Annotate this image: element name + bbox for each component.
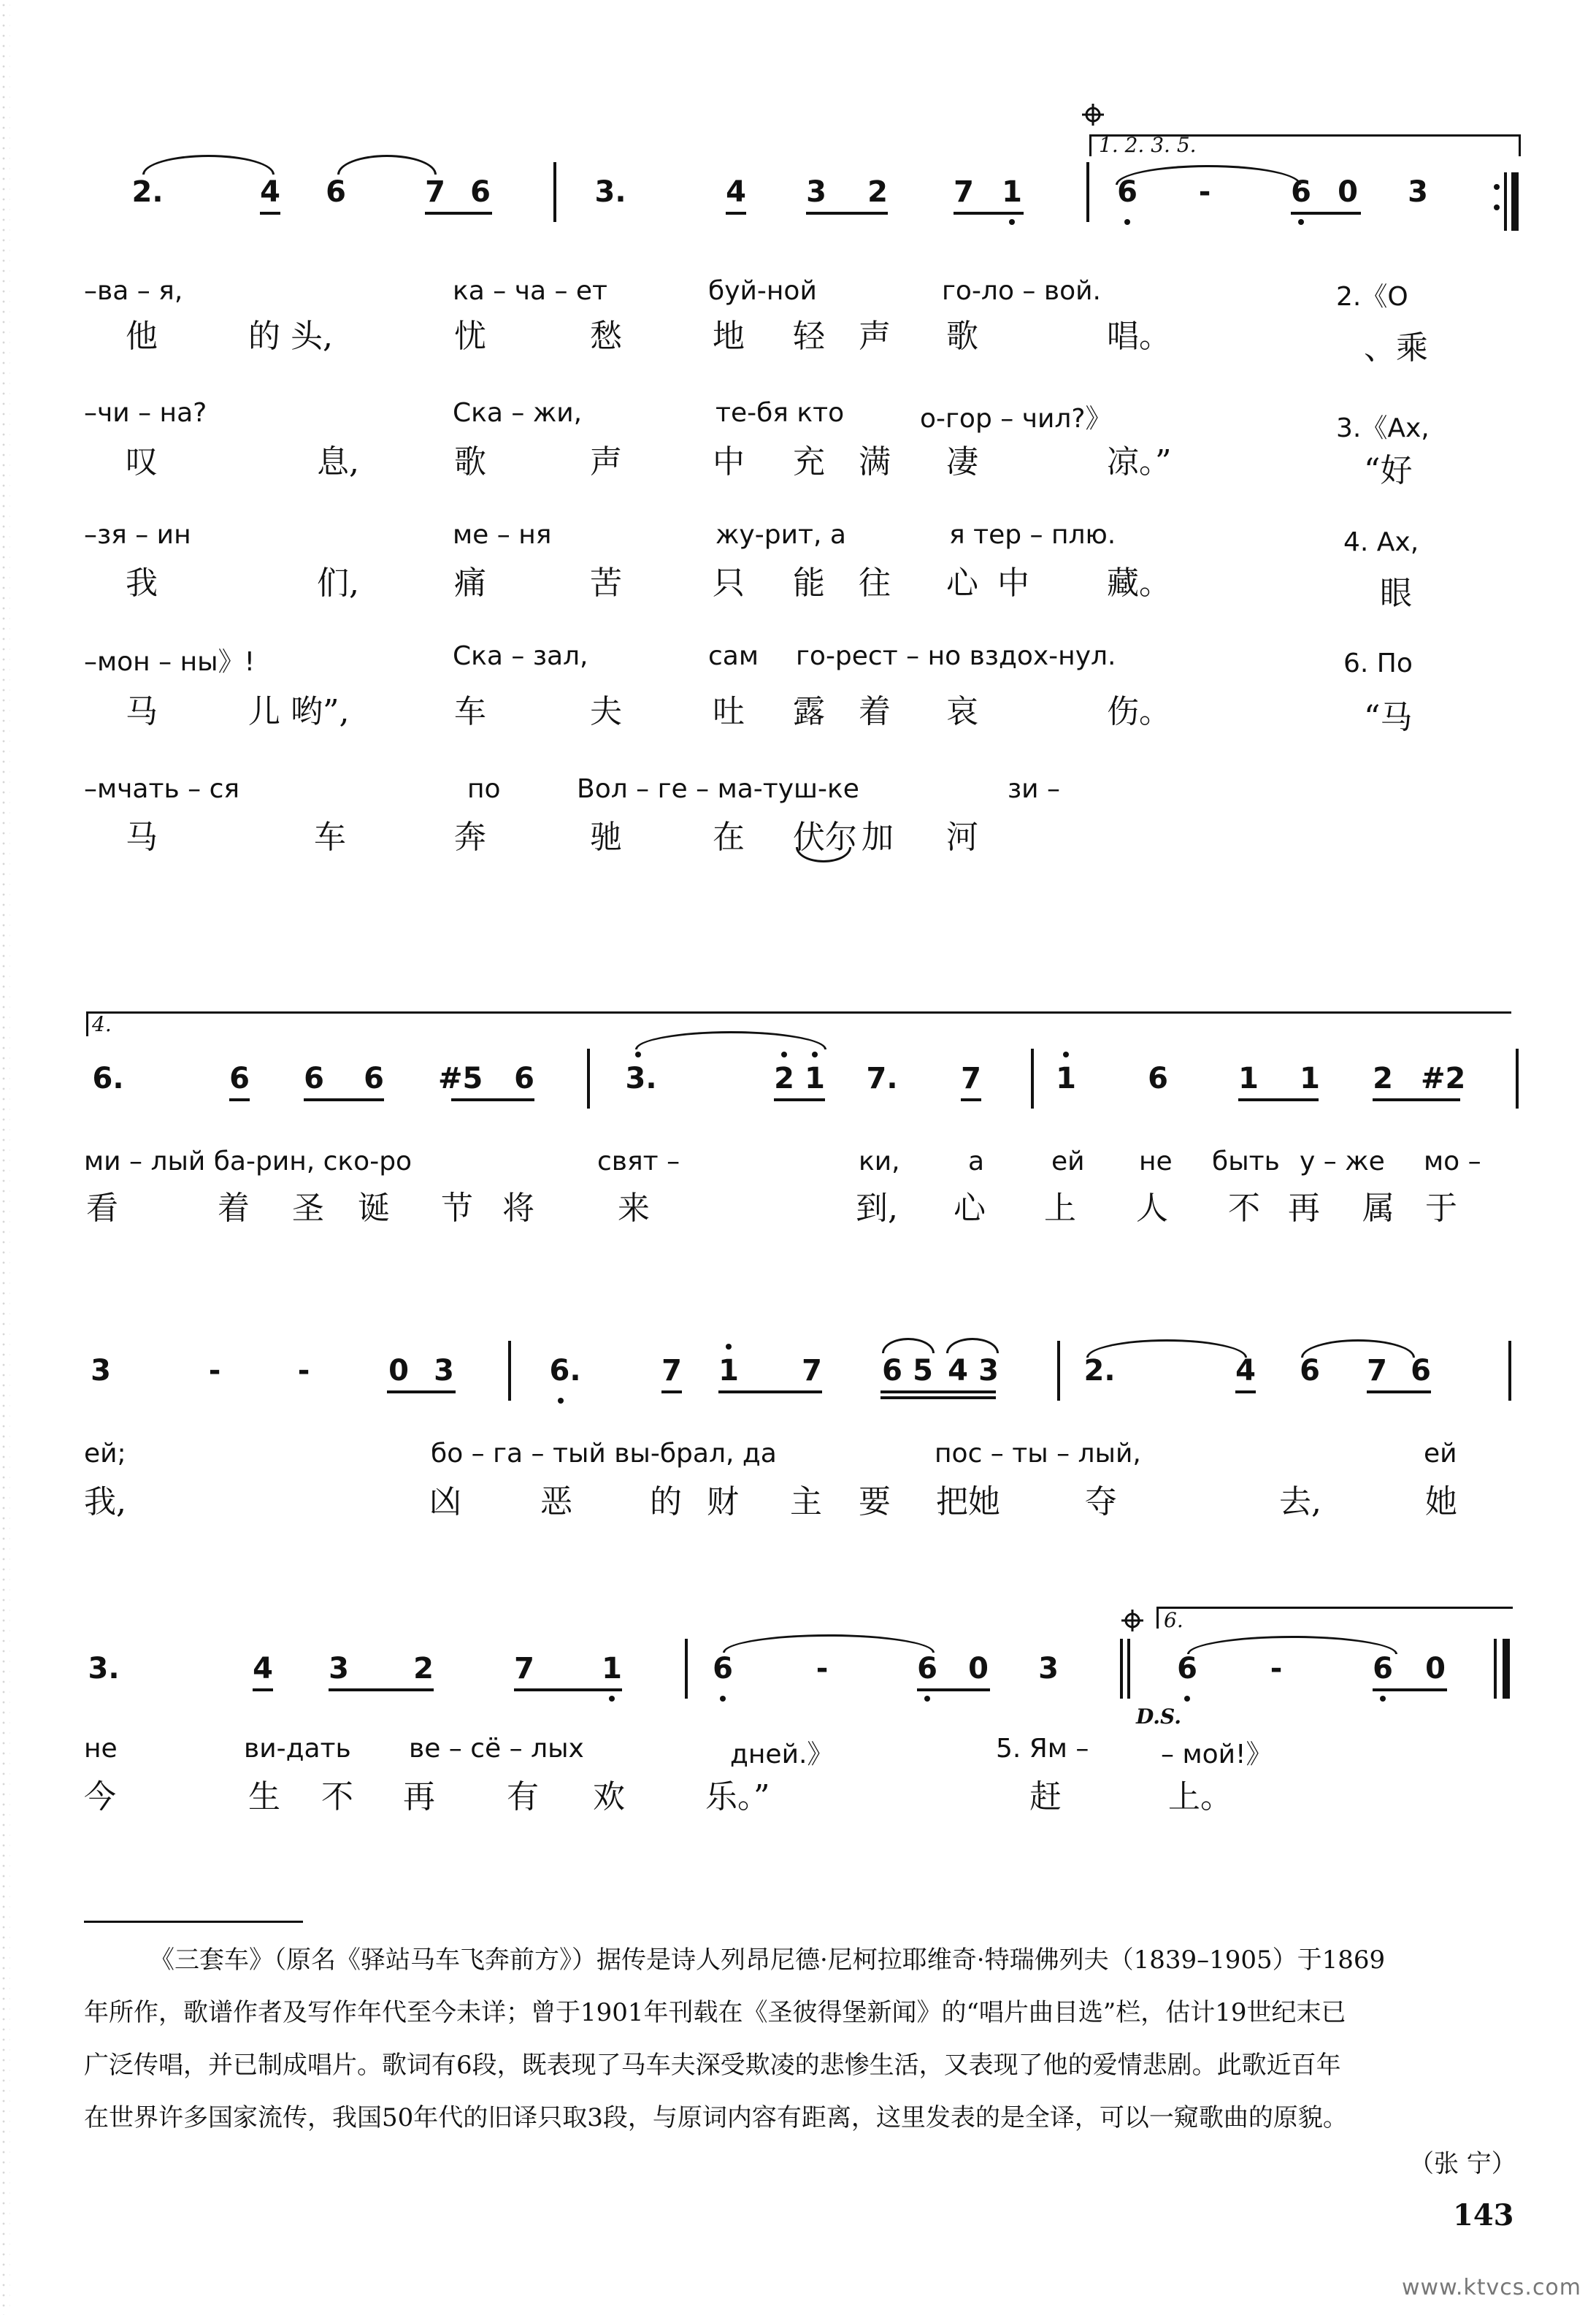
lyric-zh: 河 — [946, 819, 978, 856]
lyric-zh: 马 — [126, 693, 158, 730]
lyric-ru: –зя – ин — [84, 520, 191, 550]
footnote-line: 《三套车》（原名《驿站马车飞奔前方》）据传是诗人列昂尼德·尼柯拉耶维奇·特瑞佛列夫（1839–1905）于1869 — [150, 1945, 1386, 1975]
lyric-zh: 他 — [126, 318, 158, 355]
lyric-zh: 声 — [590, 443, 622, 481]
note: 7. — [866, 1062, 898, 1095]
lyric-ru: я тер – плю. — [949, 520, 1116, 550]
lyric-ru: ка – ча – ет — [453, 276, 608, 306]
lyric-zh: 藏。 — [1107, 565, 1171, 602]
underline-eighth — [1373, 1688, 1447, 1691]
lyric-zh: 唱。 — [1107, 318, 1171, 355]
lyric-ru: не — [1139, 1147, 1173, 1176]
lyric-zh: 圣 — [292, 1190, 324, 1227]
note: 3 — [1038, 1652, 1059, 1685]
lyric-ru: ми – лый ба-рин, ско-ро — [84, 1147, 413, 1176]
lyric-zh: 往 — [859, 565, 891, 602]
lyric-ru: –мчать – ся — [84, 774, 240, 804]
note: 6 — [470, 175, 491, 209]
note: 6 — [1300, 1354, 1320, 1388]
lyric-ru: Ска – жи, — [453, 398, 583, 428]
lyric-zh: 心 — [954, 1190, 986, 1227]
note: 2 — [413, 1652, 434, 1685]
lyric-zh: 奔 — [454, 819, 486, 856]
footnote-line: 在世界许多国家流传，我国50年代的旧译只取3段，与原词内容有距离，这里发表的是全译，可以一窥歌曲的原貌。 — [84, 2103, 1348, 2132]
underline-eighth — [387, 1390, 456, 1393]
lyric-zh: 着 — [218, 1190, 250, 1227]
coda-icon — [1121, 1610, 1143, 1631]
lyric-zh: 凶 — [429, 1483, 461, 1520]
slur — [882, 1338, 935, 1353]
underline-eighth — [329, 1688, 434, 1691]
lyric-zh: 马 — [126, 819, 158, 856]
lyric-zh: 吐 — [713, 693, 745, 730]
lyric-zh: 到, — [856, 1190, 898, 1227]
low-dot — [1380, 1696, 1386, 1702]
lyric-zh: 财 — [707, 1483, 739, 1520]
lyric-ru: ме – ня — [453, 520, 552, 550]
coda-icon — [1082, 104, 1104, 126]
lyric-ru: те-бя кто — [715, 398, 845, 428]
lyric-ru: а — [968, 1147, 985, 1176]
note: - — [816, 1652, 829, 1685]
lyric-zh: 加 — [862, 819, 894, 856]
note: 3 — [806, 175, 826, 209]
low-dot — [1124, 219, 1130, 225]
low-dot — [1298, 219, 1304, 225]
lyric-zh: 哀 — [946, 693, 978, 730]
lyric-zh: 今 — [84, 1778, 116, 1815]
lyric-zh: 上。 — [1168, 1778, 1232, 1815]
lyric-zh: 赶 — [1029, 1778, 1062, 1815]
lyric-zh: 主 — [790, 1483, 822, 1520]
page-edge-dots — [0, 0, 10, 2315]
lyric-zh: 儿 哟”, — [248, 693, 350, 730]
lyric-zh: 将 — [502, 1190, 534, 1227]
note: 4 — [1235, 1354, 1256, 1388]
lyric-ru: –ва – я, — [84, 276, 183, 306]
watermark: www.ktvcs.com — [1402, 2275, 1582, 2300]
lyric-ru: ви-дать — [244, 1734, 351, 1764]
lyric-zh: 中 — [713, 443, 745, 481]
footnote-line: 广泛传唱，并已制成唱片。歌词有6段，既表现了马车夫深受欺凌的悲惨生活，又表现了他的爱情悲剧。此歌近百年 — [84, 2051, 1341, 2080]
lyric-zh: 诞 — [358, 1190, 390, 1227]
lyric-zh: 车 — [454, 693, 486, 730]
lyric-zh: 苦 — [590, 565, 622, 602]
lyric-ru: сам — [708, 641, 759, 671]
volta-bracket — [1156, 1607, 1513, 1609]
underline-eighth — [917, 1688, 990, 1691]
lyric-zh: 痛 — [454, 565, 486, 602]
underline-eighth — [1373, 1098, 1460, 1101]
bar-line — [1031, 1049, 1034, 1109]
note: 2. — [131, 175, 164, 209]
underline-eighth — [260, 212, 280, 215]
lyric-zh: 于 — [1425, 1190, 1457, 1227]
lyric-zh: 满 — [859, 443, 891, 481]
lyric-ru: по — [467, 774, 501, 804]
repeat-dot — [1494, 204, 1500, 210]
lyric-ru: ве – сё – лых — [409, 1734, 584, 1764]
lyric-zh: 声 — [859, 318, 891, 355]
lyric-ru: го-рест – но вздох-нул. — [796, 641, 1116, 671]
note: 3 — [329, 1652, 349, 1685]
underline-eighth — [881, 1390, 996, 1393]
lyric-ru: свят – — [597, 1147, 680, 1176]
note: 3 — [91, 1354, 111, 1388]
note: #2 — [1421, 1062, 1466, 1095]
note: 7 — [425, 175, 445, 209]
lyric-ru: ей — [1051, 1147, 1085, 1176]
underline-eighth — [1238, 1098, 1319, 1101]
bar-line — [1516, 1049, 1519, 1109]
note: 7 — [802, 1354, 822, 1388]
note: #5 — [438, 1062, 483, 1095]
lyric-zh: 忧 — [454, 318, 486, 355]
bar-line — [1057, 1341, 1060, 1401]
low-dot — [609, 1696, 615, 1702]
lyric-zh: 欢 — [593, 1778, 625, 1815]
bar-line — [1120, 1639, 1123, 1699]
lyric-zh: 歌 — [946, 318, 978, 355]
note: 6 — [882, 1354, 902, 1388]
lyric-ru: зи – — [1008, 774, 1060, 804]
note: 7 — [661, 1354, 682, 1388]
lyric-zh: 来 — [618, 1190, 650, 1227]
note: 0 — [1338, 175, 1358, 209]
note: 6 — [1177, 1652, 1197, 1685]
note: 6 — [514, 1062, 534, 1095]
lyric-zh: 歌 — [454, 443, 486, 481]
underline-eighth — [304, 1098, 384, 1101]
high-dot — [812, 1052, 818, 1057]
lyric-ru: 4. Ах, — [1343, 527, 1419, 557]
lyric-ru: дней.》 — [730, 1740, 834, 1769]
low-dot — [1184, 1696, 1190, 1702]
note: 6 — [229, 1062, 250, 1095]
lyric-ru: ей — [1424, 1439, 1457, 1469]
lyric-zh: 再 — [1288, 1190, 1320, 1227]
lyric-zh: 节 — [441, 1190, 473, 1227]
underline-sixteenth — [881, 1396, 996, 1399]
lyric-ru: 6. По — [1343, 648, 1413, 678]
lyric-zh: 夺 — [1085, 1483, 1117, 1520]
final-bar — [1503, 1639, 1510, 1699]
volta-bracket-left — [1089, 134, 1092, 156]
note: 1 — [1300, 1062, 1320, 1095]
note: 4 — [948, 1354, 968, 1388]
note: 3. — [594, 175, 626, 209]
note: 6. — [549, 1354, 581, 1388]
lyric-zh: 们, — [317, 565, 359, 602]
high-dot — [635, 1052, 641, 1057]
lyric-ru: жу-рит, а — [715, 520, 846, 550]
note: 6 — [304, 1062, 324, 1095]
bar-line — [587, 1049, 590, 1109]
lyric-zh: “马 — [1364, 699, 1413, 736]
lyric-zh: 的 — [650, 1483, 682, 1520]
note: 1 — [718, 1354, 739, 1388]
lyric-zh: 中 — [997, 565, 1029, 602]
lyric-zh: 夫 — [590, 693, 622, 730]
lyric-zh: 看 — [86, 1190, 118, 1227]
author-credit: （张 宁） — [1409, 2149, 1516, 2178]
low-dot — [720, 1696, 726, 1702]
lyric-ru: быть — [1212, 1147, 1280, 1176]
lyric-zh: 伏尔 — [793, 819, 857, 856]
lyric-ru: 5. Ям – — [996, 1734, 1089, 1764]
tie — [723, 1634, 935, 1653]
note: 0 — [388, 1354, 409, 1388]
underline-eighth — [726, 212, 746, 215]
note: 3 — [434, 1354, 454, 1388]
lyric-zh: 露 — [793, 693, 825, 730]
lyric-zh: 息, — [317, 443, 359, 481]
page-number: 143 — [1453, 2198, 1514, 2232]
underline-eighth — [774, 1098, 825, 1101]
lyric-zh: 只 — [713, 565, 745, 602]
footnote-separator — [84, 1921, 303, 1923]
lyric-zh: 有 — [507, 1778, 539, 1815]
underline-eighth — [806, 212, 888, 215]
low-dot — [924, 1696, 930, 1702]
melisma-arc — [796, 847, 851, 862]
slur — [142, 155, 275, 175]
note: 2 — [774, 1062, 794, 1095]
lyric-ru: – мой!》 — [1161, 1740, 1273, 1769]
note: 0 — [1425, 1652, 1446, 1685]
note: - — [297, 1354, 310, 1388]
note: 4 — [253, 1652, 273, 1685]
note: 6. — [92, 1062, 124, 1095]
footnote-line: 年所作，歌谱作者及写作年代至今未详；曾于1901年刊载在《圣彼得堡新闻》的“唱片曲目选”栏，估计19世纪末已 — [84, 1998, 1346, 2027]
note: 4 — [260, 175, 280, 209]
lyric-zh: 车 — [314, 819, 346, 856]
note: 2 — [867, 175, 888, 209]
note: 6 — [1291, 175, 1311, 209]
lyric-zh: 人 — [1136, 1190, 1168, 1227]
note: 1 — [805, 1062, 825, 1095]
ds-marking: D.S. — [1136, 1704, 1182, 1729]
lyric-ru: –чи – на? — [84, 398, 207, 428]
note: - — [1270, 1652, 1283, 1685]
note: 6 — [1148, 1062, 1168, 1095]
bar-line — [685, 1639, 688, 1699]
lyric-ru: ей; — [84, 1439, 126, 1469]
lyric-ru: го-ло – вой. — [942, 276, 1101, 306]
final-bar — [1511, 172, 1519, 231]
lyric-zh: 不 — [1228, 1190, 1260, 1227]
note: 2. — [1083, 1354, 1116, 1388]
note: 3 — [1408, 175, 1428, 209]
lyric-zh: 恶 — [540, 1483, 572, 1520]
note: - — [1198, 175, 1211, 209]
slur — [337, 155, 437, 175]
note: - — [208, 1354, 221, 1388]
high-dot — [781, 1052, 787, 1057]
note: 6 — [326, 175, 346, 209]
bar-line — [508, 1341, 511, 1401]
volta-bracket — [86, 1011, 1511, 1014]
underline-eighth — [961, 1098, 981, 1101]
lyric-zh: 乐。” — [705, 1778, 770, 1815]
underline-eighth — [229, 1098, 250, 1101]
lyric-ru: буй-ной — [708, 276, 817, 306]
lyric-zh: 愁 — [590, 318, 622, 355]
lyric-zh: 去, — [1279, 1483, 1321, 1520]
lyric-ru: о-гор – чил?》 — [920, 404, 1112, 434]
underline-eighth — [1235, 1390, 1256, 1393]
volta-label: 1. 2. 3. 5. — [1099, 133, 1197, 157]
lyric-zh: “好 — [1364, 452, 1413, 489]
bar-line — [1086, 162, 1089, 222]
lyric-zh: 驰 — [590, 819, 622, 856]
note: 3. — [625, 1062, 657, 1095]
volta-bracket-right — [1519, 134, 1521, 156]
lyric-zh: 轻 — [793, 318, 825, 355]
note: 7 — [514, 1652, 534, 1685]
lyric-zh: 要 — [859, 1483, 891, 1520]
lyric-zh: 我, — [84, 1483, 126, 1520]
lyric-ru: бо – га – тый вы-брал, да — [431, 1439, 777, 1469]
note: 2 — [1373, 1062, 1393, 1095]
lyric-zh: 凄 — [946, 443, 978, 481]
lyric-ru: Вол – ге – ма-туш-ке — [577, 774, 859, 804]
lyric-ru: не — [84, 1734, 118, 1764]
footnote — [84, 1934, 1515, 2144]
underline-eighth — [514, 1688, 622, 1691]
low-dot — [558, 1398, 564, 1404]
note: 1 — [1238, 1062, 1259, 1095]
lyric-zh: 上 — [1044, 1190, 1076, 1227]
lyric-zh: 属 — [1362, 1190, 1394, 1227]
note: 6 — [917, 1652, 937, 1685]
underline-eighth — [1367, 1390, 1431, 1393]
note: 6 — [1373, 1652, 1393, 1685]
slur — [946, 1338, 999, 1353]
bar-line — [1127, 1639, 1130, 1699]
note: 7 — [1367, 1354, 1387, 1388]
bar-line — [1508, 1341, 1511, 1401]
note: 3. — [88, 1652, 120, 1685]
note: 1 — [1056, 1062, 1076, 1095]
lyric-ru: –мон – ны》! — [84, 647, 256, 677]
volta-label: 4. — [92, 1012, 112, 1036]
note: 3 — [978, 1354, 999, 1388]
note: 6 — [364, 1062, 384, 1095]
lyric-zh: 叹 — [126, 443, 158, 481]
lyric-zh: 、乘 — [1364, 329, 1428, 367]
lyric-zh: 她 — [1425, 1483, 1457, 1520]
lyric-zh: 充 — [793, 443, 825, 481]
note: 6 — [713, 1652, 733, 1685]
note: 1 — [1002, 175, 1022, 209]
lyric-zh: 伤。 — [1107, 693, 1171, 730]
low-dot — [1009, 219, 1015, 225]
lyric-zh: 不 — [321, 1778, 353, 1815]
lyric-zh: 的 头, — [248, 318, 333, 355]
volta-bracket-left — [86, 1011, 88, 1036]
note: 6 — [1117, 175, 1137, 209]
lyric-zh: 能 — [793, 565, 825, 602]
note: 5 — [913, 1354, 933, 1388]
lyric-zh: 在 — [713, 819, 745, 856]
note: 7 — [954, 175, 974, 209]
lyric-zh: 心 — [946, 565, 978, 602]
underline-eighth — [718, 1390, 822, 1393]
tie — [635, 1031, 826, 1049]
bar-line — [1504, 172, 1507, 231]
lyric-zh: 再 — [403, 1778, 435, 1815]
underline-eighth — [451, 1098, 534, 1101]
note: 4 — [726, 175, 746, 209]
lyric-ru: Ска – зал, — [453, 641, 588, 671]
bar-line — [553, 162, 556, 222]
lyric-ru: 2.《О — [1336, 282, 1408, 312]
note: 7 — [961, 1062, 981, 1095]
lyric-ru: мо – — [1424, 1147, 1481, 1176]
underline-eighth — [661, 1390, 682, 1393]
bar-line — [1494, 1639, 1497, 1699]
underline-eighth — [253, 1688, 273, 1691]
lyric-ru: ки, — [859, 1147, 900, 1176]
note: 1 — [602, 1652, 622, 1685]
lyric-zh: 把她 — [936, 1483, 1000, 1520]
volta-label: 6. — [1164, 1608, 1183, 1632]
underline-eighth — [1291, 212, 1361, 215]
note: 0 — [968, 1652, 989, 1685]
underline-eighth — [954, 212, 1024, 215]
high-dot — [726, 1344, 732, 1350]
lyric-ru: пос – ты – лый, — [935, 1439, 1141, 1469]
note: 6 — [1411, 1354, 1431, 1388]
lyric-zh: 我 — [126, 565, 158, 602]
lyric-zh: 生 — [248, 1778, 280, 1815]
lyric-zh: 着 — [859, 693, 891, 730]
repeat-dot — [1494, 184, 1500, 190]
lyric-zh: 凉。” — [1107, 443, 1172, 481]
underline-eighth — [425, 212, 492, 215]
volta-bracket-left — [1156, 1607, 1159, 1629]
lyric-ru: у – же — [1300, 1147, 1385, 1176]
lyric-ru: 3.《Ах, — [1336, 413, 1430, 443]
lyric-zh: 地 — [713, 318, 745, 355]
high-dot — [1063, 1052, 1069, 1057]
lyric-zh: 眼 — [1380, 575, 1412, 612]
